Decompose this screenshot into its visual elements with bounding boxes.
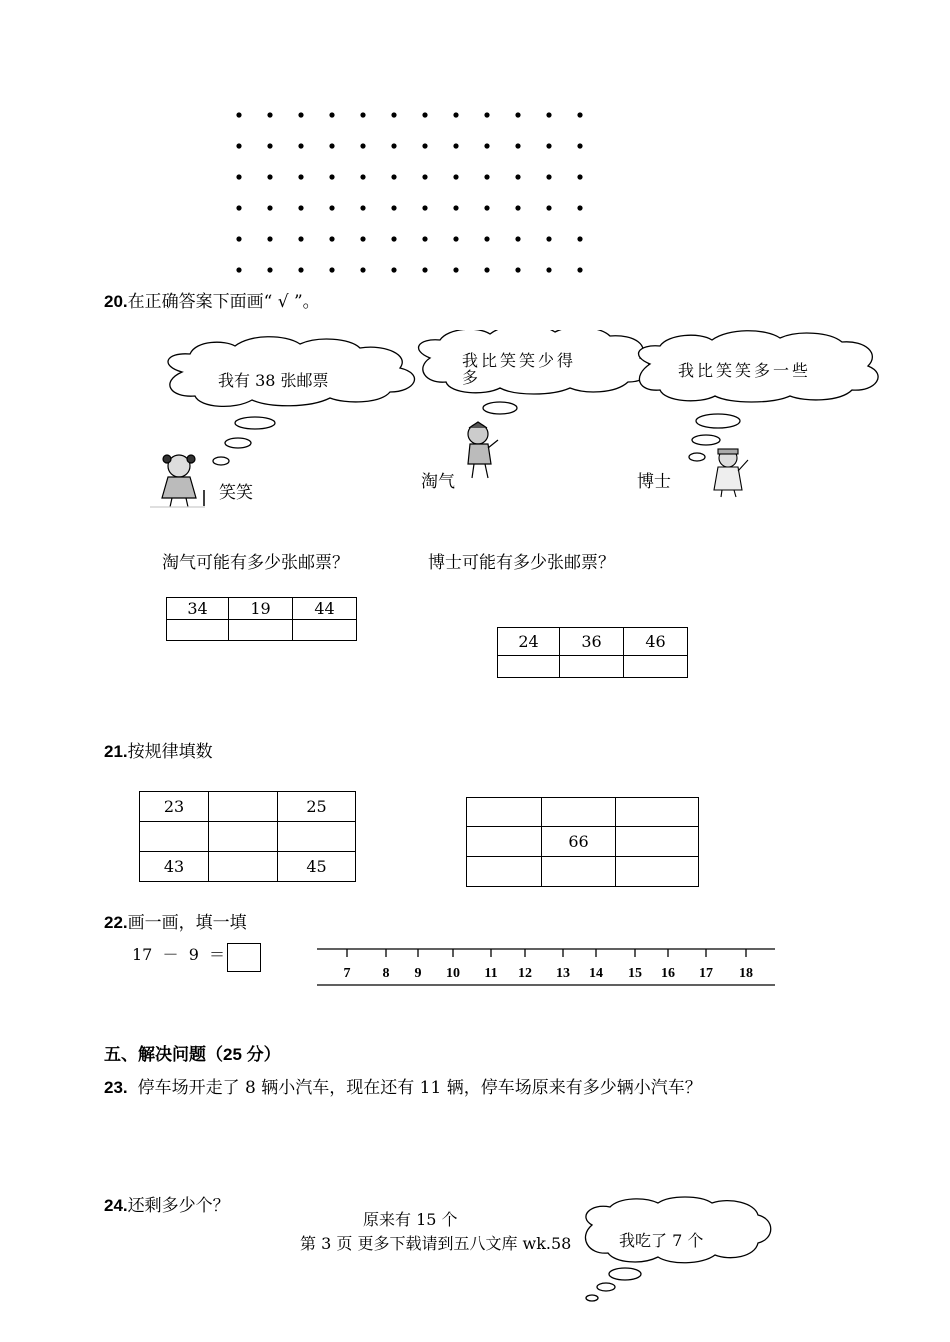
grid-dot[interactable] [577,205,582,210]
grid-dot[interactable] [484,143,489,148]
grid-cell[interactable] [616,827,699,857]
number-line-label: 9 [414,966,422,981]
grid-dot[interactable] [422,112,427,117]
grid-cell[interactable] [616,857,699,887]
grid-dot[interactable] [546,112,551,117]
grid-dot[interactable] [298,205,303,210]
grid-dot[interactable] [267,267,272,272]
check-cell[interactable] [498,656,560,678]
grid-dot[interactable] [267,205,272,210]
name-xiaoxiao: 笑笑 [219,483,253,503]
grid-dot[interactable] [236,174,241,179]
number-line-label: 8 [382,966,390,981]
q21-heading [104,737,213,762]
grid-dot[interactable] [422,174,427,179]
grid-dot[interactable] [422,143,427,148]
grid-cell: 45 [278,852,356,882]
grid-cell[interactable] [542,857,616,887]
check-cell[interactable] [293,620,357,641]
subquestion-taoqi: 淘气可能有多少张邮票？ [162,553,349,573]
grid-dot[interactable] [360,174,365,179]
grid-dot[interactable] [577,143,582,148]
grid-dot[interactable] [298,236,303,241]
q20-number: 20. [104,292,128,311]
grid-dot[interactable] [391,112,396,117]
number-line-label: 15 [628,966,642,981]
number-line-label: 12 [518,966,532,981]
q20-heading [104,287,320,312]
section5-title: 五、解决问题（25 分） [104,1045,281,1064]
number-line-label: 16 [661,966,675,981]
option-cell: 46 [624,628,688,656]
grid-dot[interactable] [515,143,520,148]
option-cell: 24 [498,628,560,656]
q24-cloud-text: 我吃了 7 个 [619,1231,704,1250]
grid-cell: 66 [542,827,616,857]
q22-answer-box[interactable] [227,943,261,972]
grid-dot[interactable] [329,236,334,241]
grid-dot[interactable] [329,267,334,272]
grid-dot[interactable] [236,205,241,210]
grid-cell[interactable] [616,798,699,827]
grid-dot[interactable] [329,174,334,179]
page-footer: 第 3 页 更多下载请到五八文库 wk.58 [300,1234,572,1253]
grid-cell[interactable] [209,792,278,822]
grid-dot[interactable] [360,112,365,117]
grid-dot[interactable] [453,143,458,148]
grid-dot[interactable] [515,236,520,241]
grid-dot[interactable] [360,267,365,272]
grid-cell[interactable] [467,798,542,827]
grid-dot[interactable] [484,112,489,117]
grid-dot[interactable] [422,205,427,210]
cloud-text-taoqi: 我比笑笑少得多 [462,351,577,387]
q21-number: 21. [104,742,128,761]
grid-dot[interactable] [298,143,303,148]
grid-cell[interactable] [209,852,278,882]
grid-dot[interactable] [329,112,334,117]
grid-dot[interactable] [267,112,272,117]
check-cell[interactable] [167,620,229,641]
grid-dot[interactable] [453,205,458,210]
grid-dot[interactable] [267,236,272,241]
check-cell[interactable] [229,620,293,641]
grid-dot[interactable] [360,236,365,241]
number-line-label: 7 [343,966,351,981]
q21-text: 按规律填数 [127,742,213,762]
xiaoxiao-figure [150,450,210,508]
grid-dot[interactable] [329,143,334,148]
grid-dot[interactable] [515,112,520,117]
q22-equation: 17 － 9 ＝ [132,945,226,964]
q24-original-count: 原来有 15 个 [363,1210,458,1229]
q24-heading [104,1191,230,1216]
q21-left-grid [139,791,356,882]
grid-dot[interactable] [515,205,520,210]
dot-grid [225,105,595,285]
grid-dot[interactable] [546,205,551,210]
option-cell: 34 [167,598,229,620]
grid-dot[interactable] [391,267,396,272]
grid-dot[interactable] [360,143,365,148]
number-line-label: 11 [484,966,498,981]
grid-dot[interactable] [515,267,520,272]
cloud-text-xiaoxiao: 我有 38 张邮票 [218,371,329,390]
q23-heading [104,1073,702,1098]
taoqi-figure [458,420,502,482]
grid-dot[interactable] [298,112,303,117]
grid-dot[interactable] [236,236,241,241]
taoqi-answer-table [166,597,357,641]
q22-number: 22. [104,913,128,932]
option-cell: 44 [293,598,357,620]
grid-dot[interactable] [267,143,272,148]
cloud-text-boshi: 我比笑笑多一些 [678,361,812,380]
boshi-answer-table [497,627,688,678]
grid-dot[interactable] [329,205,334,210]
q20-text: 在正确答案下面画“ √ ”。 [127,292,320,312]
grid-dot[interactable] [453,174,458,179]
grid-dot[interactable] [577,174,582,179]
check-cell[interactable] [624,656,688,678]
number-line-label: 10 [446,966,460,981]
grid-dot[interactable] [360,205,365,210]
grid-dot[interactable] [484,174,489,179]
name-boshi: 博士 [637,472,671,492]
q24-number: 24. [104,1196,128,1215]
grid-dot[interactable] [484,236,489,241]
grid-cell: 23 [140,792,209,822]
grid-dot[interactable] [298,174,303,179]
number-line-label: 14 [589,966,603,981]
subquestion-boshi: 博士可能有多少张邮票？ [428,553,615,573]
number-line-label: 18 [739,966,753,981]
q22-heading [104,908,247,933]
grid-cell[interactable] [542,798,616,827]
grid-dot[interactable] [391,236,396,241]
grid-cell[interactable] [140,822,209,852]
name-taoqi: 淘气 [421,472,455,492]
grid-dot[interactable] [391,143,396,148]
q23-text: 停车场开走了 8 辆小汽车，现在还有 11 辆，停车场原来有多少辆小汽车？ [137,1078,702,1098]
grid-dot[interactable] [298,267,303,272]
grid-dot[interactable] [577,112,582,117]
q22-text: 画一画，填一填 [127,913,247,933]
number-line [315,942,777,988]
q24-text: 还剩多少个？ [127,1196,230,1216]
grid-dot[interactable] [453,267,458,272]
grid-dot[interactable] [236,112,241,117]
grid-dot[interactable] [391,174,396,179]
grid-cell[interactable] [278,822,356,852]
grid-dot[interactable] [422,236,427,241]
grid-cell[interactable] [209,822,278,852]
grid-dot[interactable] [515,174,520,179]
number-line-label: 17 [699,966,713,981]
grid-cell[interactable] [467,827,542,857]
number-line-label: 13 [556,966,570,981]
grid-dot[interactable] [546,174,551,179]
grid-dot[interactable] [577,236,582,241]
grid-cell: 25 [278,792,356,822]
option-cell: 19 [229,598,293,620]
grid-dot[interactable] [422,267,427,272]
option-cell: 36 [560,628,624,656]
grid-cell: 43 [140,852,209,882]
grid-cell[interactable] [467,857,542,887]
grid-dot[interactable] [391,205,396,210]
grid-dot[interactable] [236,267,241,272]
grid-dot[interactable] [546,267,551,272]
grid-dot[interactable] [577,267,582,272]
grid-dot[interactable] [267,174,272,179]
grid-dot[interactable] [546,236,551,241]
grid-dot[interactable] [236,143,241,148]
grid-dot[interactable] [484,205,489,210]
q21-right-grid [466,797,699,887]
grid-dot[interactable] [453,236,458,241]
grid-dot[interactable] [546,143,551,148]
grid-dot[interactable] [453,112,458,117]
boshi-figure [706,446,752,498]
q23-number: 23. [104,1078,128,1097]
grid-dot[interactable] [484,267,489,272]
check-cell[interactable] [560,656,624,678]
